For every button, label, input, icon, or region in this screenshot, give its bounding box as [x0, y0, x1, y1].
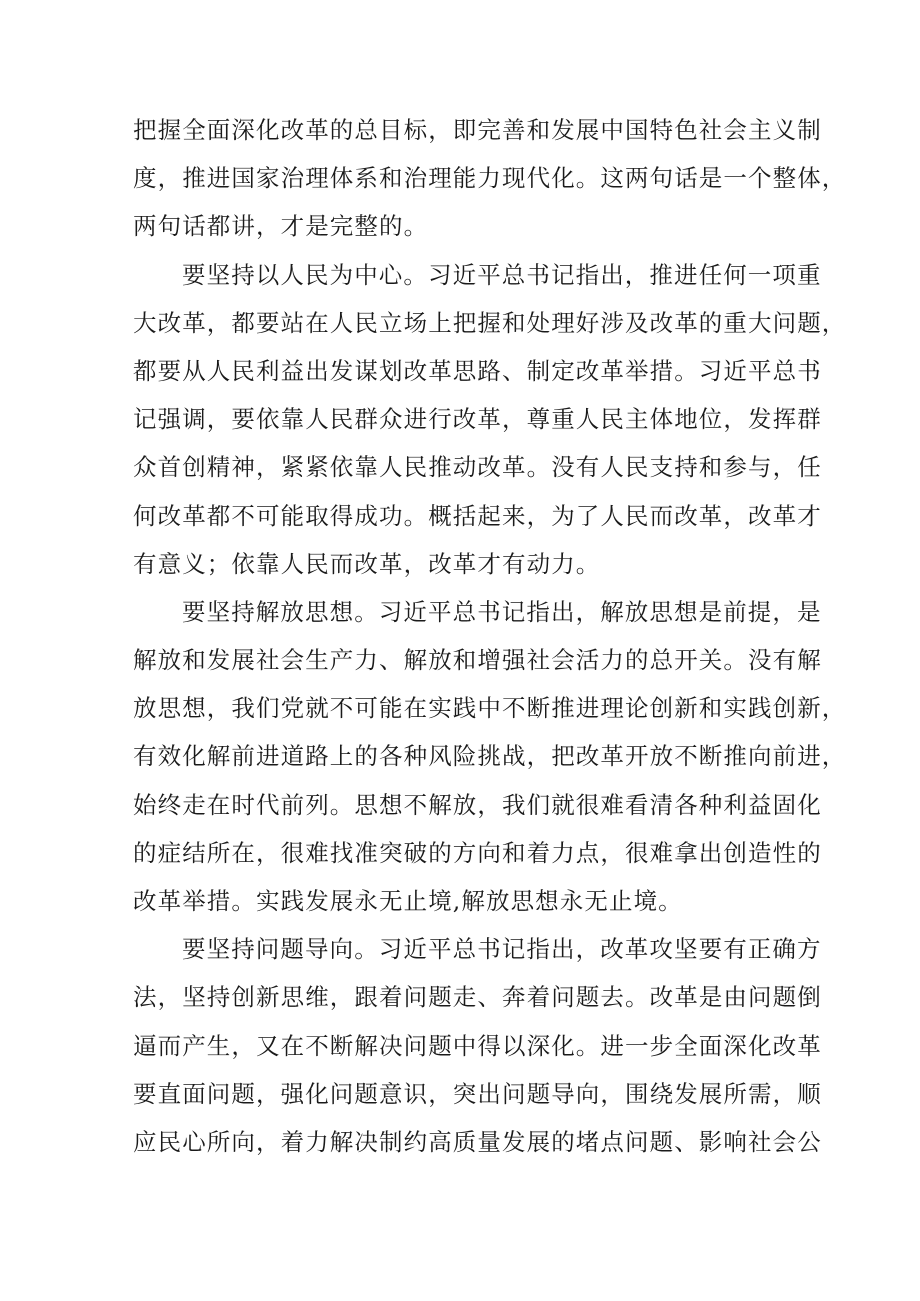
text-line: 应民心所向，着力解决制约高质量发展的堵点问题、影响社会公 — [133, 1127, 822, 1156]
text-line: 都要从人民利益出发谋划改革思路、制定改革举措。习近平总书 — [133, 356, 822, 385]
text-line: 何改革都不可能取得成功。概括起来，为了人民而改革，改革才 — [133, 501, 822, 530]
paragraph-start-line: 要坚持问题导向。习近平总书记指出，改革攻坚要有正确方 — [182, 935, 822, 964]
text-line: 要直面问题，强化问题意识，突出问题导向，围绕发展所需，顺 — [133, 1079, 822, 1108]
text-line: 两句话都讲，才是完整的。 — [133, 212, 429, 241]
text-line: 的症结所在，很难找准突破的方向和着力点，很难拿出创造性的 — [133, 838, 822, 867]
text-line: 度，推进国家治理体系和治理能力现代化。这两句话是一个整体， — [133, 164, 847, 193]
text-line: 大改革，都要站在人民立场上把握和处理好涉及改革的重大问题， — [133, 308, 847, 337]
text-line: 始终走在时代前列。思想不解放，我们就很难看清各种利益固化 — [133, 790, 822, 819]
text-line: 有意义；依靠人民而改革，改革才有动力。 — [133, 549, 601, 578]
text-line: 众首创精神，紧紧依靠人民推动改革。没有人民支持和参与，任 — [133, 453, 822, 482]
text-line: 有效化解前进道路上的各种风险挑战，把改革开放不断推向前进， — [133, 742, 847, 771]
paragraph-start-line: 要坚持以人民为中心。习近平总书记指出，推进任何一项重 — [182, 260, 822, 289]
text-line: 法，坚持创新思维，跟着问题走、奔着问题去。改革是由问题倒 — [133, 983, 822, 1012]
document-body — [133, 106, 847, 1166]
text-line: 记强调，要依靠人民群众进行改革，尊重人民主体地位，发挥群 — [133, 405, 822, 434]
text-line: 把握全面深化改革的总目标，即完善和发展中国特色社会主义制 — [133, 116, 822, 144]
text-line: 解放和发展社会生产力、解放和增强社会活力的总开关。没有解 — [133, 646, 822, 675]
text-line: 改革举措。实践发展永无止境,解放思想永无止境。 — [133, 887, 683, 915]
text-line: 放思想，我们党就不可能在实践中不断推进理论创新和实践创新， — [133, 694, 847, 723]
text-line: 逼而产生，又在不断解决问题中得以深化。进一步全面深化改革 — [133, 1031, 822, 1060]
paragraph-start-line: 要坚持解放思想。习近平总书记指出，解放思想是前提，是 — [182, 597, 822, 626]
